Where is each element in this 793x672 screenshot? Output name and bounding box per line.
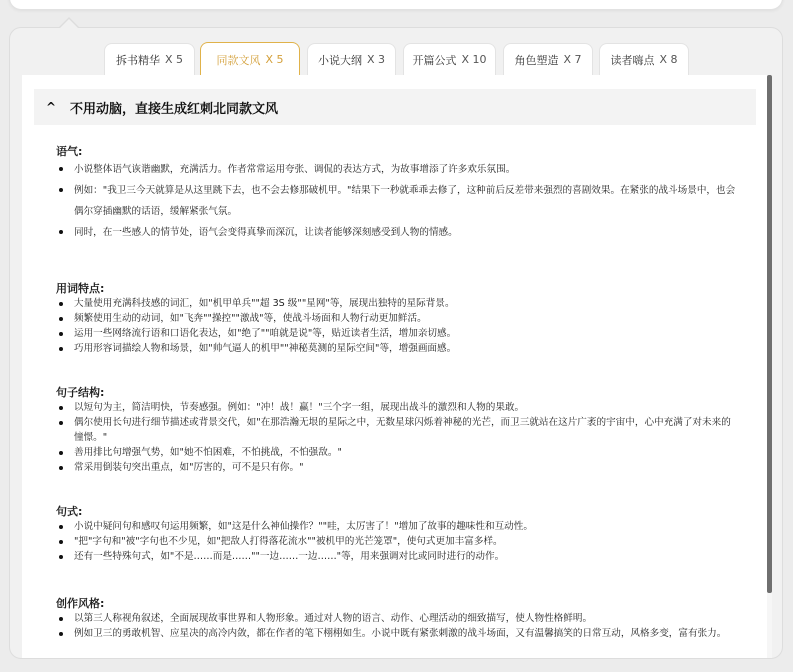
- chevron-up-icon[interactable]: ^: [46, 100, 57, 114]
- tab-label: 开篇公式: [412, 53, 457, 67]
- section-list: [56, 519, 736, 564]
- list-item: 偶尔使用长句进行细节描述或背景交代，如"在那浩瀚无垠的星际之中，无数星球闪烁着神秘的光芒，而卫三就站在这片广袤的宇宙中，心中充满了对未来的憧憬。": [56, 415, 736, 445]
- tab-label: 拆书精华: [115, 53, 160, 67]
- list-item: 例如卫三的勇敢机智、应星决的高冷内敛，都在作者的笔下栩栩如生。小说中既有紧张刺激的战斗场面，又有温馨搞笑的日常互动，风格多变，富有张力。: [56, 626, 736, 641]
- tab-count: X 7: [563, 53, 582, 66]
- section-title: 用词特点:: [56, 282, 105, 295]
- tab-label: 读者嗨点: [610, 53, 655, 67]
- tab-count: X 3: [366, 53, 386, 66]
- section-list: [56, 400, 736, 475]
- list-item: 善用排比句增强气势，如"她不怕困难，不怕挑战，不怕强敌。": [56, 445, 736, 460]
- tab-count: X 8: [659, 53, 678, 66]
- panel-pointer-inner: [60, 19, 78, 28]
- list-item: 大量使用充满科技感的词汇，如"机甲单兵""超 3S 级""星网"等，展现出独特的星际背景。: [56, 296, 736, 311]
- tab-label: 同款文风: [216, 53, 261, 67]
- section-list: [56, 159, 736, 243]
- tab-count: X 10: [461, 53, 487, 66]
- list-item: 小说中疑问句和感叹句运用频繁，如"这是什么神仙操作？""哇，太厉害了！"增加了故事的趣味性和互动性。: [56, 519, 736, 534]
- list-item: 以第三人称视角叙述，全面展现故事世界和人物形象。通过对人物的语言、动作、心理活动的细致描写，使人物性格鲜明。: [56, 611, 736, 626]
- list-item: 运用一些网络流行语和口语化表达，如"绝了""咱就是说"等，贴近读者生活，增加亲切感。: [56, 326, 736, 341]
- scrollbar-thumb[interactable]: [767, 75, 772, 593]
- content-panel[interactable]: [22, 75, 772, 658]
- tab-count: X 5: [164, 53, 184, 66]
- section-title: 创作风格:: [56, 597, 105, 610]
- section-sentence-structure: [56, 385, 736, 475]
- tab-character-building[interactable]: [503, 43, 593, 75]
- list-item: "把"字句和"被"字句也不少见，如"把敌人打得落花流水""被机甲的光芒笼罩"，使句式更加丰富多样。: [56, 534, 736, 549]
- tab-novel-outline[interactable]: [307, 43, 396, 75]
- accordion-title: 不用动脑，直接生成红刺北同款文风: [70, 101, 279, 117]
- tab-same-style[interactable]: [200, 42, 300, 76]
- tab-count: X 5: [265, 53, 284, 66]
- list-item: 巧用形容词描绘人物和场景，如"帅气逼人的机甲""神秘莫测的星际空间"等，增强画面感。: [56, 341, 736, 356]
- list-item: 例如："我卫三今天就算是从这里跳下去，也不会去修那破机甲。"结果下一秒就乖乖去修了，这种前后反差带来强烈的喜剧效果。在紧张的战斗场景中，也会偶尔穿插幽默的话语，缓解紧张气氛。: [56, 180, 736, 222]
- accordion-header[interactable]: [34, 89, 756, 125]
- tab-book-essence[interactable]: [104, 43, 195, 75]
- section-title: 句式:: [56, 505, 83, 518]
- section-title: 句子结构:: [56, 386, 105, 399]
- list-item: 频繁使用生动的动词，如"飞奔""操控""激战"等，使战斗场面和人物行动更加鲜活。: [56, 311, 736, 326]
- tab-opening-formula[interactable]: [403, 43, 496, 75]
- tab-label: 角色塑造: [514, 53, 559, 67]
- section-list: [56, 296, 736, 356]
- list-item: 小说整体语气诙谐幽默，充满活力。作者常常运用夸张、调侃的表达方式，为故事增添了许多欢乐氛围。: [56, 159, 736, 180]
- tab-reader-highlights[interactable]: [599, 43, 689, 75]
- list-item: 以短句为主，简洁明快，节奏感强。例如："冲！战！赢！"三个字一组，展现出战斗的激烈和人物的果敢。: [56, 400, 736, 415]
- section-writing-style: [56, 596, 736, 641]
- list-item: 同时，在一些感人的情节处，语气会变得真挚而深沉，让读者能够深刻感受到人物的情感。: [56, 222, 736, 243]
- section-tone: [56, 144, 736, 243]
- list-item: 常采用倒装句突出重点，如"厉害的，可不是只有你。": [56, 460, 736, 475]
- tab-label: 小说大纲: [317, 53, 362, 67]
- section-title: 语气:: [56, 145, 83, 158]
- list-item: 还有一些特殊句式，如"不是……而是……""一边……一边……"等，用来强调对比或同时进行的动作。: [56, 549, 736, 564]
- previous-card: [9, 0, 783, 10]
- section-sentence-patterns: [56, 504, 736, 564]
- section-list: [56, 611, 736, 641]
- section-wording: [56, 281, 736, 356]
